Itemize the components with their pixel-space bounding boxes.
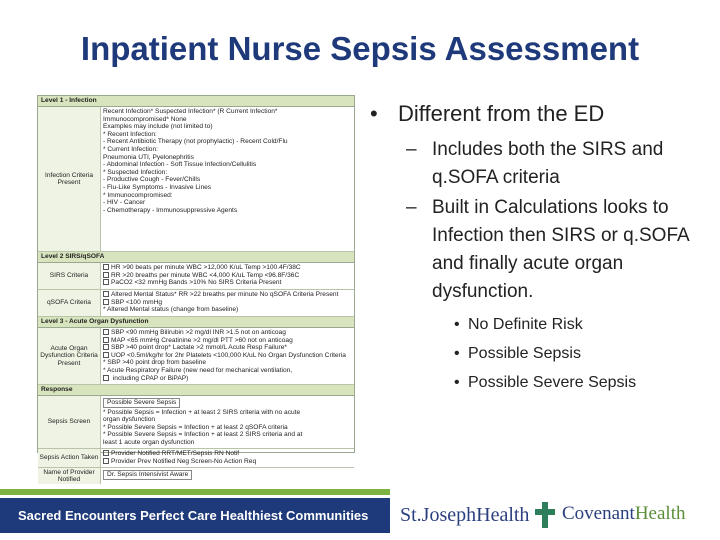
infection-line: * Suspected Infection:: [103, 168, 168, 176]
screen-line: * Possible Severe Sepsis = Infection + at least 2 qSOFA criteria: [103, 423, 288, 431]
organ-dysfunction-criteria[interactable]: [101, 328, 354, 384]
action-row: [38, 449, 354, 468]
checkbox-icon[interactable]: [103, 337, 109, 343]
bullet-subsub-1: • No Definite Risk: [454, 316, 583, 333]
organ-line: SBP >40 point drop* Lactate >2 mmol/L Acute Resp Failure*: [103, 344, 352, 352]
bullet-sub-1: – Includes both the SIRS and q.SOFA criteria: [406, 139, 664, 188]
sirs-row: [38, 263, 354, 290]
qsofa-line: * Altered Mental status (change from baseline): [103, 306, 239, 314]
action-label: Sepsis Action Taken: [38, 449, 101, 467]
action-line: Provider Prev Notified Neg Screen-No Action Req: [103, 458, 352, 466]
infection-line: * Recent Infection:: [103, 130, 157, 138]
checkbox-icon[interactable]: [103, 344, 109, 350]
action-line: Provider Notified RRT/MET/Sepsis RN Notif: [103, 450, 352, 458]
qsofa-line: Altered Mental Status* RR >22 breaths per minute No qSOFA Criteria Present: [103, 291, 352, 299]
infection-line: - Abdominal Infection - Soft Tissue Infection/Cellulitis: [103, 161, 257, 169]
qsofa-line: SBP <100 mmHg: [103, 299, 352, 307]
level1-header: Level 1 - Infection: [38, 96, 354, 107]
screen-line: * Possible Sepsis = Infection + at least 2 SIRS criteria with no acute: [103, 408, 301, 416]
checkbox-icon[interactable]: [103, 458, 109, 464]
organ-line: SBP <90 mmHg Bilirubin >2 mg/dl INR >1.5 not on anticoag: [103, 329, 352, 337]
organ-line: * Acute Respiratory Failure (new need for mechanical ventilation,: [103, 366, 293, 374]
footer-green-bar: [0, 489, 390, 495]
provider-field[interactable]: Dr. Sepsis Intensivist Aware: [103, 470, 192, 480]
sirs-label: SIRS Criteria: [38, 263, 101, 289]
infection-line: - HIV - Cancer: [103, 199, 146, 207]
bullet-sub-2: – Built in Calculations looks to Infection then SIRS or q.SOFA and finally acute organ dysfunction.: [406, 197, 689, 302]
screen-row: [38, 396, 354, 449]
covenant-logo: CovenantHealth: [562, 503, 686, 524]
checkbox-icon[interactable]: [103, 329, 109, 335]
screen-label: Sepsis Screen: [38, 396, 101, 448]
bullet-subsub-3: • Possible Severe Sepsis: [454, 374, 637, 391]
provider-row: [38, 468, 354, 484]
footer-tagline: Sacred Encounters Perfect Care Healthiest Communities: [18, 508, 369, 523]
qsofa-label: qSOFA Criteria: [38, 290, 101, 316]
sepsis-assessment-form: [37, 95, 355, 483]
checkbox-icon[interactable]: [103, 352, 109, 358]
infection-line: Pneumonia UTI, Pyelonephritis: [103, 153, 194, 161]
infection-line: * Current Infection:: [103, 145, 158, 153]
checkbox-icon[interactable]: [103, 264, 109, 270]
screen-definitions: [103, 409, 352, 447]
infection-line: Recent Infection* Suspected Infection* (R Current Infection*: [103, 108, 278, 115]
qsofa-criteria[interactable]: [101, 290, 354, 316]
covenant-health-word: Health: [634, 503, 686, 524]
footer-tagline-bar: [0, 498, 390, 533]
organ-label: Acute Organ Dysfunction Criteria Present: [38, 328, 101, 384]
screen-value[interactable]: Possible Severe Sepsis: [103, 398, 180, 408]
level3-header: Level 3 - Acute Organ Dysfunction: [38, 317, 354, 328]
sirs-line: RR >20 breaths per minute WBC <4,000 K/uL Temp <96.8F/36C: [103, 272, 352, 280]
screen-line: organ dysfunction: [103, 416, 156, 424]
level2-header: Level 2 SIRS/qSOFA: [38, 252, 354, 263]
organ-line: * SBP >40 point drop from baseline: [103, 359, 207, 367]
bullet-main: • Different from the ED: [370, 101, 605, 126]
st-joseph-name: St.JosephHealth: [400, 503, 530, 526]
checkbox-icon[interactable]: [103, 291, 109, 297]
organ-line: MAP <65 mmHg Creatinine >2 mg/dl PTT >60 not on anticoag: [103, 337, 352, 345]
infection-line: * Immunocompromised:: [103, 191, 173, 199]
bullet-list: [370, 100, 715, 397]
bullet-subsub-2: • Possible Sepsis: [454, 345, 581, 362]
infection-label: Infection Criteria Present: [38, 107, 101, 251]
st-joseph-logo: [400, 500, 557, 530]
infection-line: - Productive Cough - Fever/Chills: [103, 176, 201, 184]
slide-title: Inpatient Nurse Sepsis Assessment: [80, 30, 640, 67]
checkbox-icon[interactable]: [103, 375, 109, 381]
organ-row: [38, 328, 354, 385]
organ-line: including CPAP or BiPAP): [103, 375, 352, 383]
screen-line: * Possible Severe Sepsis = Infection + at least 2 SIRS criteria and at: [103, 431, 303, 439]
checkbox-icon[interactable]: [103, 279, 109, 285]
infection-line: - Chemotherapy - Immunosuppressive Agents: [103, 206, 238, 214]
infection-line: - Recent Antibiotic Therapy (not prophylactic) - Recent Cold/Flu: [103, 138, 288, 146]
cross-icon: [533, 500, 557, 530]
sirs-criteria[interactable]: [101, 263, 354, 289]
provider-label: Name of Provider Notified: [38, 468, 101, 484]
infection-row: [38, 107, 354, 252]
action-options[interactable]: [101, 449, 354, 467]
screen-content: [101, 396, 354, 448]
infection-line: - Flu-Like Symptoms - Invasive Lines: [103, 183, 212, 191]
qsofa-row: [38, 290, 354, 317]
sirs-line: PaCO2 <32 mmHg Bands >10% No SIRS Criteria Present: [103, 279, 352, 287]
checkbox-icon[interactable]: [103, 272, 109, 278]
organ-line: UOP <0.5ml/kg/hr for 2hr Platelets <100,000 K/uL No Organ Dysfunction Criteria: [103, 352, 352, 360]
screen-line: least 1 acute organ dysfunction: [103, 438, 195, 446]
sirs-line: HR >90 beats per minute WBC >12,000 K/uL Temp >100.4F/38C: [103, 264, 352, 272]
infection-line: Examples may include (not limited to): [103, 123, 213, 131]
response-header: Response: [38, 385, 354, 396]
checkbox-icon[interactable]: [103, 299, 109, 305]
provider-content: [101, 468, 354, 484]
checkbox-icon[interactable]: [103, 450, 109, 456]
infection-criteria[interactable]: [101, 107, 354, 251]
infection-line: Immunocompromised* None: [103, 115, 187, 123]
